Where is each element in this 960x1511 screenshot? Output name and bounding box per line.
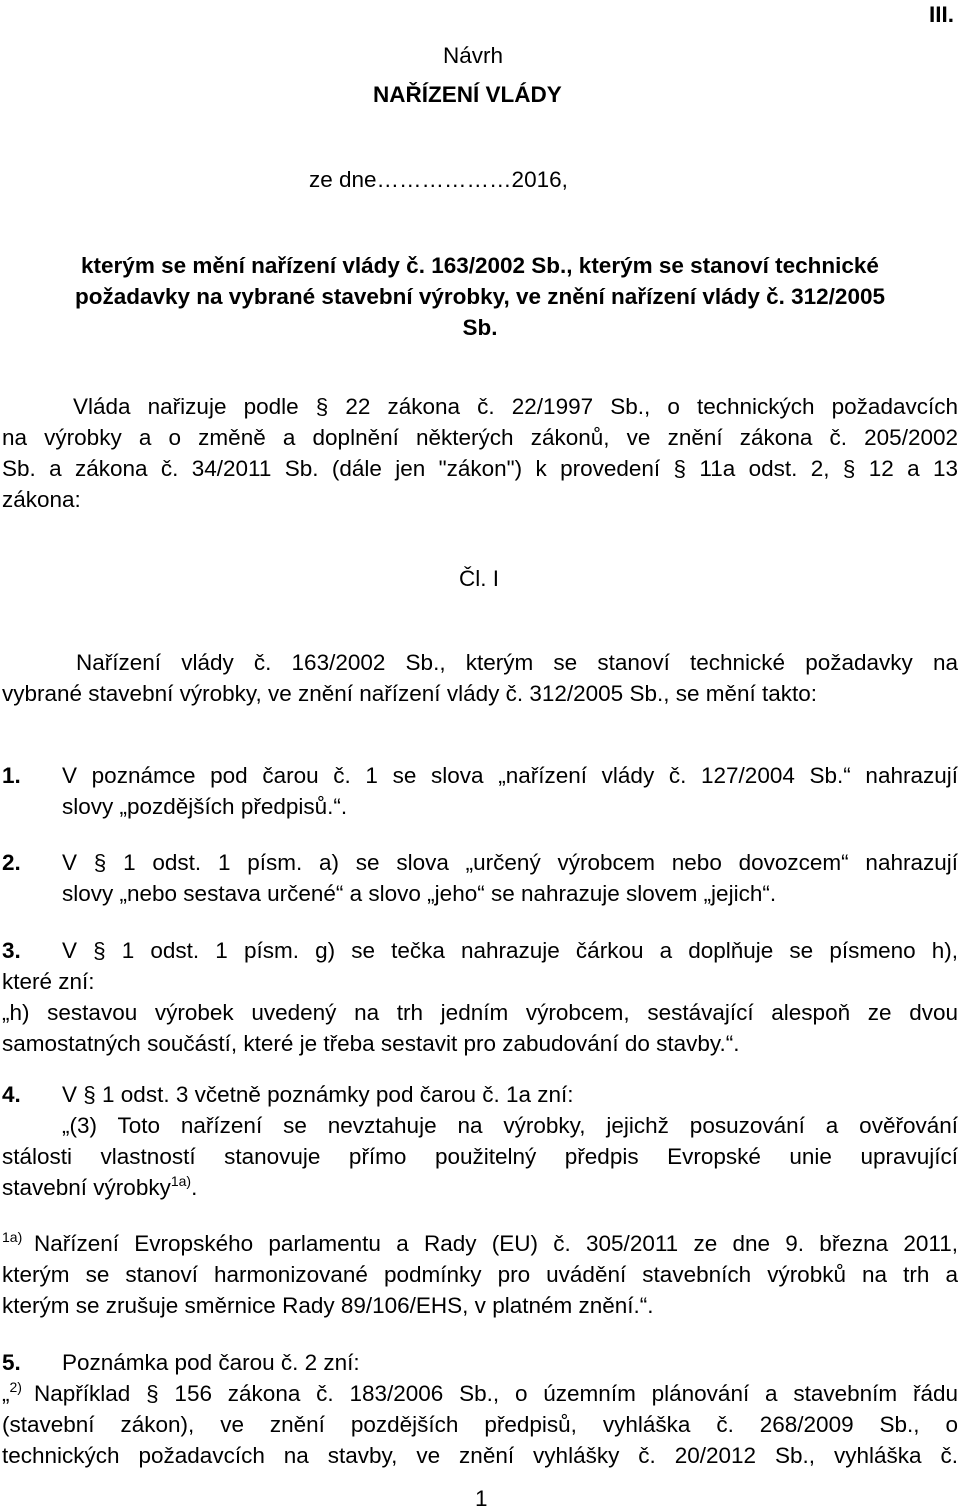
footnote-mark: 1a)	[2, 1229, 23, 1245]
document-date: ze dne………………2016,	[309, 167, 568, 192]
page-number: 1	[475, 1486, 488, 1511]
document-title: NAŘÍZENÍ VLÁDY	[373, 82, 562, 107]
draft-label: Návrh	[443, 43, 504, 68]
article-heading: Čl. I	[459, 566, 500, 591]
page-mark: III.	[928, 2, 954, 27]
